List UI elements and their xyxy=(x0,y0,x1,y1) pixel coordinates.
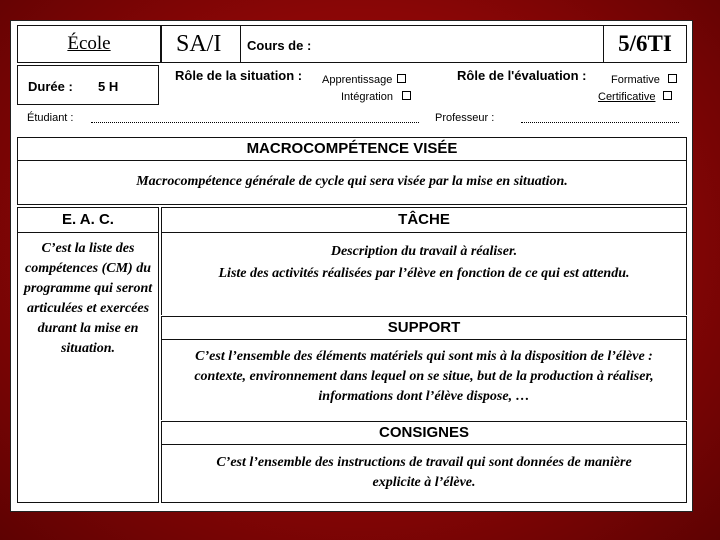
macro-text: Macrocompétence générale de cycle qui sera visée par la mise en situation. xyxy=(136,174,568,189)
tache-title-cell xyxy=(161,207,687,233)
apprentissage-label: Apprentissage xyxy=(322,74,393,86)
certificative-option[interactable] xyxy=(598,87,672,105)
ecole-cell xyxy=(17,25,161,63)
formative-label: Formative xyxy=(611,74,660,86)
duree-value: 5 H xyxy=(98,79,119,94)
support-title: SUPPORT xyxy=(387,319,461,336)
role-situation-cell xyxy=(159,65,423,105)
cours-label: Cours de : xyxy=(247,38,312,53)
code-label: SA/I xyxy=(176,31,222,57)
tache-title: TÂCHE xyxy=(398,211,450,228)
support-title-cell xyxy=(161,316,687,340)
duree-label: Durée : xyxy=(28,79,73,94)
macro-title-cell xyxy=(17,137,687,161)
professeur-cell xyxy=(425,107,687,129)
role-situation-label: Rôle de la situation : xyxy=(175,68,303,83)
eac-title-cell xyxy=(17,207,159,233)
eac-title: E. A. C. xyxy=(62,211,114,228)
apprentissage-checkbox[interactable] xyxy=(397,74,406,83)
formative-checkbox[interactable] xyxy=(668,74,677,83)
etudiant-cell xyxy=(17,107,425,129)
macro-title: MACROCOMPÉTENCE VISÉE xyxy=(246,140,458,157)
role-evaluation-label: Rôle de l'évaluation : xyxy=(457,68,587,83)
eac-text: C’est la liste des compétences (CM) du programme qui seront articulées et exercées durant la mise en situation. xyxy=(23,241,153,356)
tache-line1: Description du travail à réaliser. xyxy=(330,244,518,259)
consignes-text-cell xyxy=(161,445,687,503)
integration-label: Intégration xyxy=(341,91,393,103)
eac-text-cell xyxy=(17,233,159,503)
apprentissage-option[interactable] xyxy=(322,70,406,88)
macro-text-cell xyxy=(17,161,687,205)
tache-line2: Liste des activités réalisées par l’élève en fonction de ce qui est attendu. xyxy=(218,266,630,281)
integration-option[interactable] xyxy=(341,87,411,105)
level-cell xyxy=(603,25,687,63)
ecole-label: École xyxy=(67,33,111,54)
professeur-label: Professeur : xyxy=(435,112,495,124)
etudiant-field[interactable] xyxy=(91,119,419,123)
formative-option[interactable] xyxy=(611,70,677,88)
tache-text-cell xyxy=(161,233,687,315)
cours-cell xyxy=(241,25,603,63)
consignes-title: CONSIGNES xyxy=(378,424,469,441)
integration-checkbox[interactable] xyxy=(402,91,411,100)
support-text-cell xyxy=(161,340,687,420)
certificative-checkbox[interactable] xyxy=(663,91,672,100)
professeur-field[interactable] xyxy=(521,119,679,123)
situation-form xyxy=(10,20,693,512)
code-cell xyxy=(161,25,241,63)
consignes-text: C’est l’ensemble des instructions de travail qui sont données de manière explicite à l’élève. xyxy=(216,455,632,490)
consignes-title-cell xyxy=(161,421,687,445)
etudiant-label: Étudiant : xyxy=(27,112,74,124)
support-text: C’est l’ensemble des éléments matériels qui sont mis à la disposition de l’élève : contexte, environnement dans lequel on se situe, but de la production à réaliser, informations dont l’élève dispose, … xyxy=(194,349,654,404)
role-evaluation-cell xyxy=(423,65,687,105)
certificative-label: Certificative xyxy=(598,91,656,103)
level-label: 5/6TI xyxy=(618,31,672,56)
duree-cell xyxy=(17,65,159,105)
